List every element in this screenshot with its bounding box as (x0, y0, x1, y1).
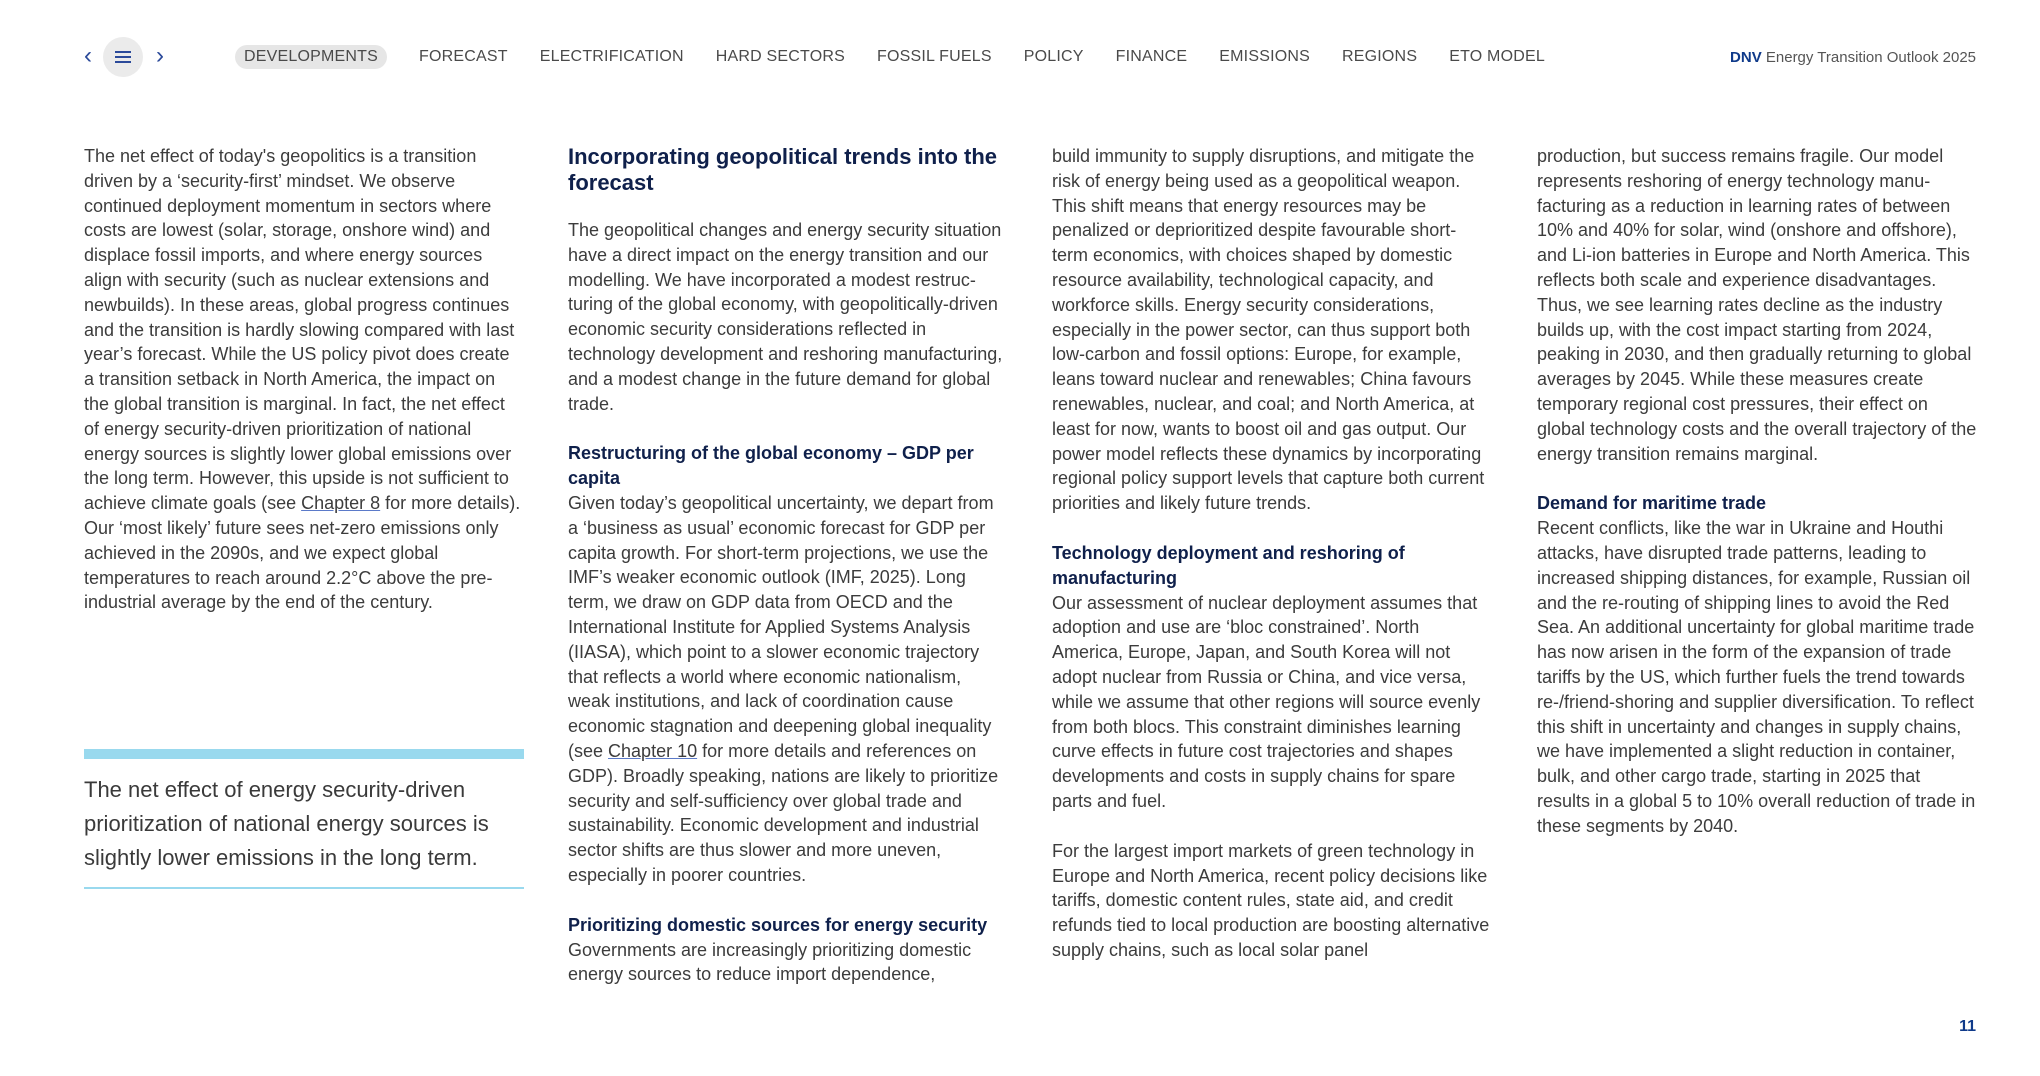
column-3 (1052, 144, 1492, 963)
domestic-sources-paragraph: Governments are increasingly prioritizing domestic energy sources to reduce import dependence, (568, 939, 972, 985)
tab-developments[interactable]: DEVELOPMENTS (235, 45, 387, 69)
top-navigation (0, 0, 2040, 116)
menu-button[interactable] (103, 37, 143, 77)
tab-fossil-fuels[interactable]: FOSSIL FUELS (877, 48, 992, 65)
paragraph-text: The net effect of today's geopolitics is a transition driven by a ‘security-first’ mindset. We observe continued deployment momentum in sectors where costs are lowest (solar, storage, onshore wind) and displace fossil imports, and where energy sources align with security (such as nuclear extensions and newbuilds). In these areas, global progress continues and the transition is hardly slowing compared with last year’s forecast. While the US policy pivot does create a transition setback in North America, the impact on the global transition is marginal. In fact, the net effect of energy security-driven prioritization of national energy sources is slightly lower global emissions over the long term. However, this upside is not sufficient to achieve climate goals (see (84, 146, 515, 514)
section-heading: Incorporating geopolitical trends into the forecast (568, 144, 998, 195)
chevron-left-icon[interactable]: ‹ (84, 42, 92, 69)
column-4 (1537, 144, 1977, 839)
tab-regions[interactable]: REGIONS (1342, 48, 1418, 65)
reshoring-paragraph: production, but success remains fragile. Our model represents reshoring of energy technology manufacturing as a reduction in learning rates of between 10% and 40% for solar, wind (onshore and offshore), and Li-ion batteries in Europe and North America. This reflects both scale and experience disadvantages. Thus, we see learning rates decline as the industry builds up, with the cost impact starting from 2024, peaking in 2030, and then gradually returning to global averages by 2045. While these measures create temporary regional cost pressures, their effect on global technology costs and the overall trajectory of the energy transition remains marginal. (1537, 146, 1977, 464)
tab-forecast[interactable]: FORECAST (419, 48, 508, 65)
tab-eto-model[interactable]: ETO MODEL (1449, 48, 1545, 65)
subheading-gdp: Restructuring of the global economy – GDP per capita (568, 443, 974, 489)
paragraph-text: for more details and references on GDP). Broadly speaking, nations are likely to prioritize security and self-sufficiency over global trade and sustainability. Economic development and industrial sector shifts are thus slower and more uneven, especially in poorer countries. (568, 740, 999, 885)
chapter-10-link[interactable]: Chapter 10 (608, 740, 698, 761)
subheading-maritime-trade: Demand for maritime trade (1537, 493, 1767, 514)
paragraph-text: Given today’s geopolitical uncertainty, we depart from a ‘business as usual’ economic forecast for GDP per capita growth. For short-term projections, we use the IMF’s weaker economic outlook (IMF, 2025). Long term, we draw on GDP data from OECD and the International Institute for Applied Systems Analysis (IIASA), which point to a slower economic trajectory that reflects a world where economic nationalism, weak institutions, and lack of coordination cause economic stagnation and deepening global inequality (see (568, 492, 994, 761)
tab-electrification[interactable]: ELECTRIFICATION (539, 48, 684, 65)
import-markets-paragraph: For the largest import markets of green technology in Europe and North America, recent policy decisions like tariffs, domestic content rules, state aid, and credit refunds tied to local production are boosting alternative supply chains, such as local solar panel (1052, 840, 1490, 960)
paragraph-text: for more details). Our ‘most likely’ future sees net-zero emissions only achieved in the 2090s, and we expect global temperatures to reach around 2.2°C above the pre-industrial average by the end of the century. (84, 493, 521, 613)
column-2 (568, 144, 1008, 987)
maritime-paragraph: Recent conflicts, like the war in Ukraine and Houthi attacks, have disrupted trade patterns, leading to increased shipping distances, for example, Russian oil and the re-routing of shipping lines to avoid the Red Sea. An additional uncertainty for global maritime trade has now arisen in the form of the expansion of trade tariffs by the US, which further fuels the trend towards re-/friend-shoring and supplier diversification. To reflect this shift in uncertainty and changes in supply chains, we have implemented a slight reduction in container, bulk, and other cargo trade, starting in 2025 that results in a global 5 to 10% overall reduction of trade in these segments by 2040. (1537, 518, 1976, 836)
hamburger-icon (115, 51, 131, 63)
chevron-right-icon[interactable]: › (156, 42, 164, 69)
pull-quote-divider (84, 887, 524, 889)
technology-paragraph: Our assessment of nuclear deployment assumes that adoption and use are ‘bloc constrained’. North America, Europe, Japan, and South Korea will not adopt nuclear from Russia or China, and vice versa, while we assume that other regions will source evenly from both blocs. This constraint diminishes learning curve effects in future cost trajectories and shapes developments and costs in supply chains for spare parts and fuel. (1052, 592, 1481, 811)
subheading-domestic-sources: Prioritizing domestic sources for energy security (568, 914, 988, 935)
report-title: Energy Transition Outlook 2025 (1765, 49, 1976, 66)
pull-quote-text: The net effect of energy security-driven prioritization of national energy sources is slightly lower emissions in the long term. (84, 777, 489, 870)
pull-quote-bar (84, 749, 524, 759)
section-intro: The geopolitical changes and energy security situation have a direct impact on the energy transition and our modelling. We have incorporated a modest restructuring of the global economy, with geopolitically-driven economic security considerations reflected in technology development and reshoring manufacturing, and a modest change in the future demand for global trade. (568, 220, 1003, 414)
pull-quote (84, 749, 524, 889)
tab-finance[interactable]: FINANCE (1115, 48, 1188, 65)
chapter-8-link[interactable]: Chapter 8 (301, 493, 381, 514)
tab-hard-sectors[interactable]: HARD SECTORS (715, 48, 846, 65)
brand-logo: DNV (1730, 49, 1762, 66)
column-1 (84, 144, 524, 615)
energy-security-paragraph: build immunity to supply disruptions, and mitigate the risk of energy being used as a geopolitical weapon. This shift means that energy resources may be penalized or deprioritized despite favourable short-term economics, with choices shaped by domestic resource availability, technological capacity, and workforce skills. Energy security considerations, especially in the power sector, can thus support both low-carbon and fossil options: Europe, for example, leans toward nuclear and renewables; China favours renewables, nuclear, and coal; and North America, at least for now, wants to boost oil and gas output. Our power model reflects these dynamics by incorporating regional policy support levels that capture both current priorities and likely future trends. (1052, 146, 1485, 514)
intro-paragraph (84, 144, 524, 615)
subheading-technology-deployment: Technology deployment and reshoring of manufacturing (1052, 542, 1405, 588)
tab-policy[interactable]: POLICY (1023, 48, 1084, 65)
gdp-paragraph (568, 491, 1008, 888)
page-number: 11 (1959, 1018, 1976, 1035)
chapter-tabs (235, 45, 1577, 69)
tab-emissions[interactable]: EMISSIONS (1219, 48, 1310, 65)
brand-title (1730, 49, 1976, 66)
